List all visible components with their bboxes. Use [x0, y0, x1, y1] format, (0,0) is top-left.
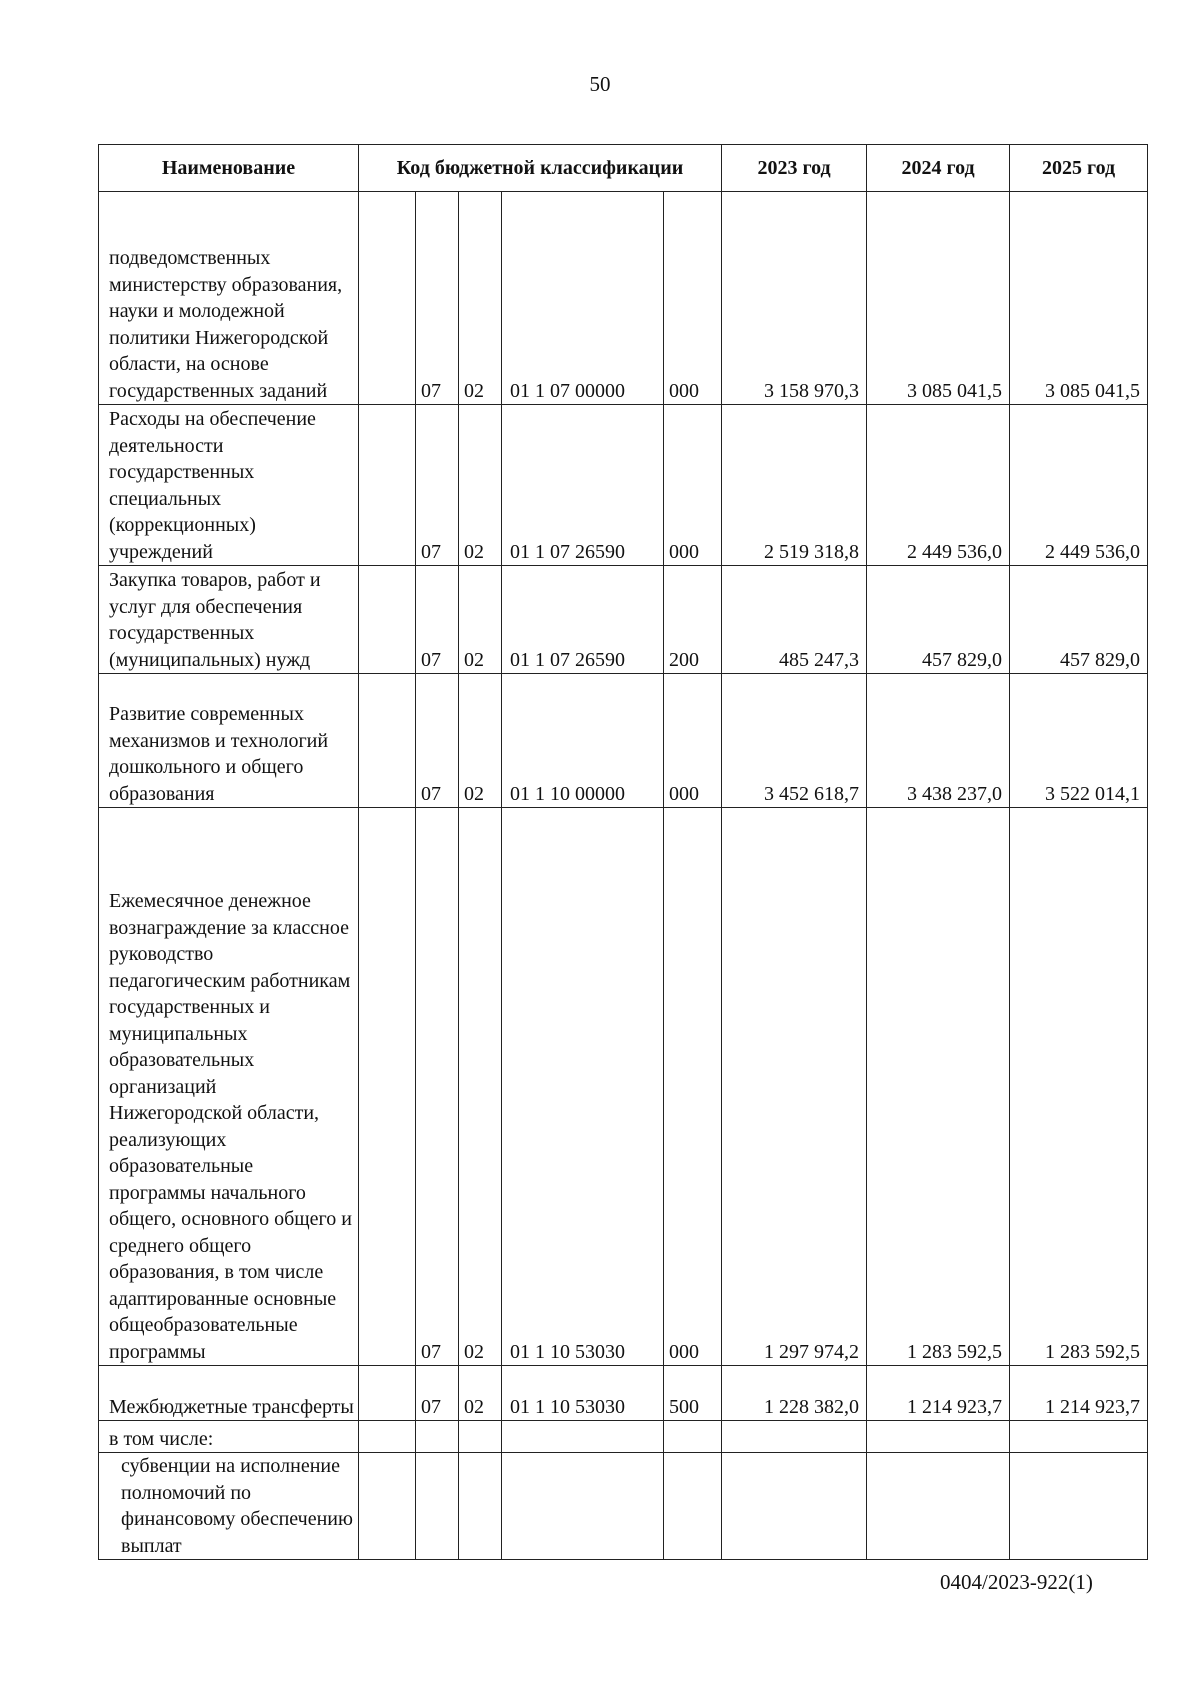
row-section: 07 [416, 405, 459, 566]
row-target-article: 01 1 10 53030 [502, 1366, 664, 1421]
row-amount-2025 [1010, 1453, 1148, 1560]
row-expense-type: 000 [664, 192, 722, 405]
row-amount-2024 [867, 1421, 1010, 1453]
row-subsection [459, 1453, 502, 1560]
row-expense-type: 500 [664, 1366, 722, 1421]
row-subsection: 02 [459, 192, 502, 405]
table-row [99, 1366, 1148, 1421]
row-amount-2023: 485 247,3 [722, 566, 867, 674]
row-amount-2025: 1 283 592,5 [1010, 808, 1148, 1366]
row-name: Ежемесячное денежное вознаграждение за классное руководство педагогическим работникам государственных и муниципальных образовательных организаций Нижегородской области, реализующих образовательные программы начального общего, основного общего и среднего общего образования, в том числе адаптированные основные общеобразовательные программы [99, 808, 359, 1366]
row-amount-2025 [1010, 1421, 1148, 1453]
row-subsection: 02 [459, 566, 502, 674]
row-subsection: 02 [459, 405, 502, 566]
table-row [99, 808, 1148, 1366]
row-name: субвенции на исполнение полномочий по финансовому обеспечению выплат [99, 1453, 359, 1560]
row-name: Межбюджетные трансферты [99, 1366, 359, 1421]
table-row [99, 674, 1148, 808]
row-amount-2024: 2 449 536,0 [867, 405, 1010, 566]
row-target-article: 01 1 07 26590 [502, 405, 664, 566]
row-section: 07 [416, 808, 459, 1366]
row-target-article [502, 1421, 664, 1453]
row-target-article [502, 1453, 664, 1560]
row-amount-2023: 3 158 970,3 [722, 192, 867, 405]
row-amount-2025: 3 522 014,1 [1010, 674, 1148, 808]
row-section [416, 1453, 459, 1560]
header-2024: 2024 год [867, 145, 1010, 192]
row-amount-2025: 2 449 536,0 [1010, 405, 1148, 566]
row-expense-type: 200 [664, 566, 722, 674]
row-expense-type [664, 1453, 722, 1560]
row-expense-type: 000 [664, 405, 722, 566]
row-target-article: 01 1 10 53030 [502, 808, 664, 1366]
table-row [99, 566, 1148, 674]
row-section: 07 [416, 674, 459, 808]
row-section: 07 [416, 566, 459, 674]
row-target-article: 01 1 07 00000 [502, 192, 664, 405]
row-amount-2024: 1 283 592,5 [867, 808, 1010, 1366]
row-expense-type: 000 [664, 808, 722, 1366]
row-expense-type: 000 [664, 674, 722, 808]
row-amount-2024: 1 214 923,7 [867, 1366, 1010, 1421]
page-number: 50 [589, 72, 611, 96]
row-amount-2025: 3 085 041,5 [1010, 192, 1148, 405]
table-row [99, 192, 1148, 405]
row-amount-2024: 3 085 041,5 [867, 192, 1010, 405]
row-amount-2024: 457 829,0 [867, 566, 1010, 674]
row-name: Закупка товаров, работ и услуг для обеспечения государственных (муниципальных) нужд [99, 566, 359, 674]
table-header-row [99, 145, 1148, 192]
table-row [99, 1453, 1148, 1560]
row-subsection: 02 [459, 674, 502, 808]
row-subsection [459, 1421, 502, 1453]
header-2025: 2025 год [1010, 145, 1148, 192]
document-code: 0404/2023-922(1) [940, 1570, 1093, 1594]
header-2023: 2023 год [722, 145, 867, 192]
header-name: Наименование [99, 145, 359, 192]
row-section: 07 [416, 1366, 459, 1421]
row-section: 07 [416, 192, 459, 405]
row-name: в том числе: [99, 1421, 359, 1453]
row-amount-2023: 2 519 318,8 [722, 405, 867, 566]
row-name: подведомственных министерству образования, науки и молодежной политики Нижегородской области, на основе государственных заданий [99, 192, 359, 405]
row-name: Расходы на обеспечение деятельности государственных специальных (коррекционных) учреждений [99, 405, 359, 566]
table-row [99, 405, 1148, 566]
row-amount-2023 [722, 1453, 867, 1560]
row-target-article: 01 1 07 26590 [502, 566, 664, 674]
row-amount-2023 [722, 1421, 867, 1453]
row-subsection: 02 [459, 808, 502, 1366]
header-code: Код бюджетной классификации [359, 145, 722, 192]
row-amount-2025: 457 829,0 [1010, 566, 1148, 674]
row-section [416, 1421, 459, 1453]
row-target-article: 01 1 10 00000 [502, 674, 664, 808]
row-amount-2023: 3 452 618,7 [722, 674, 867, 808]
row-amount-2025: 1 214 923,7 [1010, 1366, 1148, 1421]
row-amount-2023: 1 297 974,2 [722, 808, 867, 1366]
budget-table [98, 144, 1148, 1560]
row-amount-2024 [867, 1453, 1010, 1560]
row-amount-2024: 3 438 237,0 [867, 674, 1010, 808]
row-amount-2023: 1 228 382,0 [722, 1366, 867, 1421]
row-subsection: 02 [459, 1366, 502, 1421]
table-row [99, 1421, 1148, 1453]
row-expense-type [664, 1421, 722, 1453]
row-name: Развитие современных механизмов и технологий дошкольного и общего образования [99, 674, 359, 808]
